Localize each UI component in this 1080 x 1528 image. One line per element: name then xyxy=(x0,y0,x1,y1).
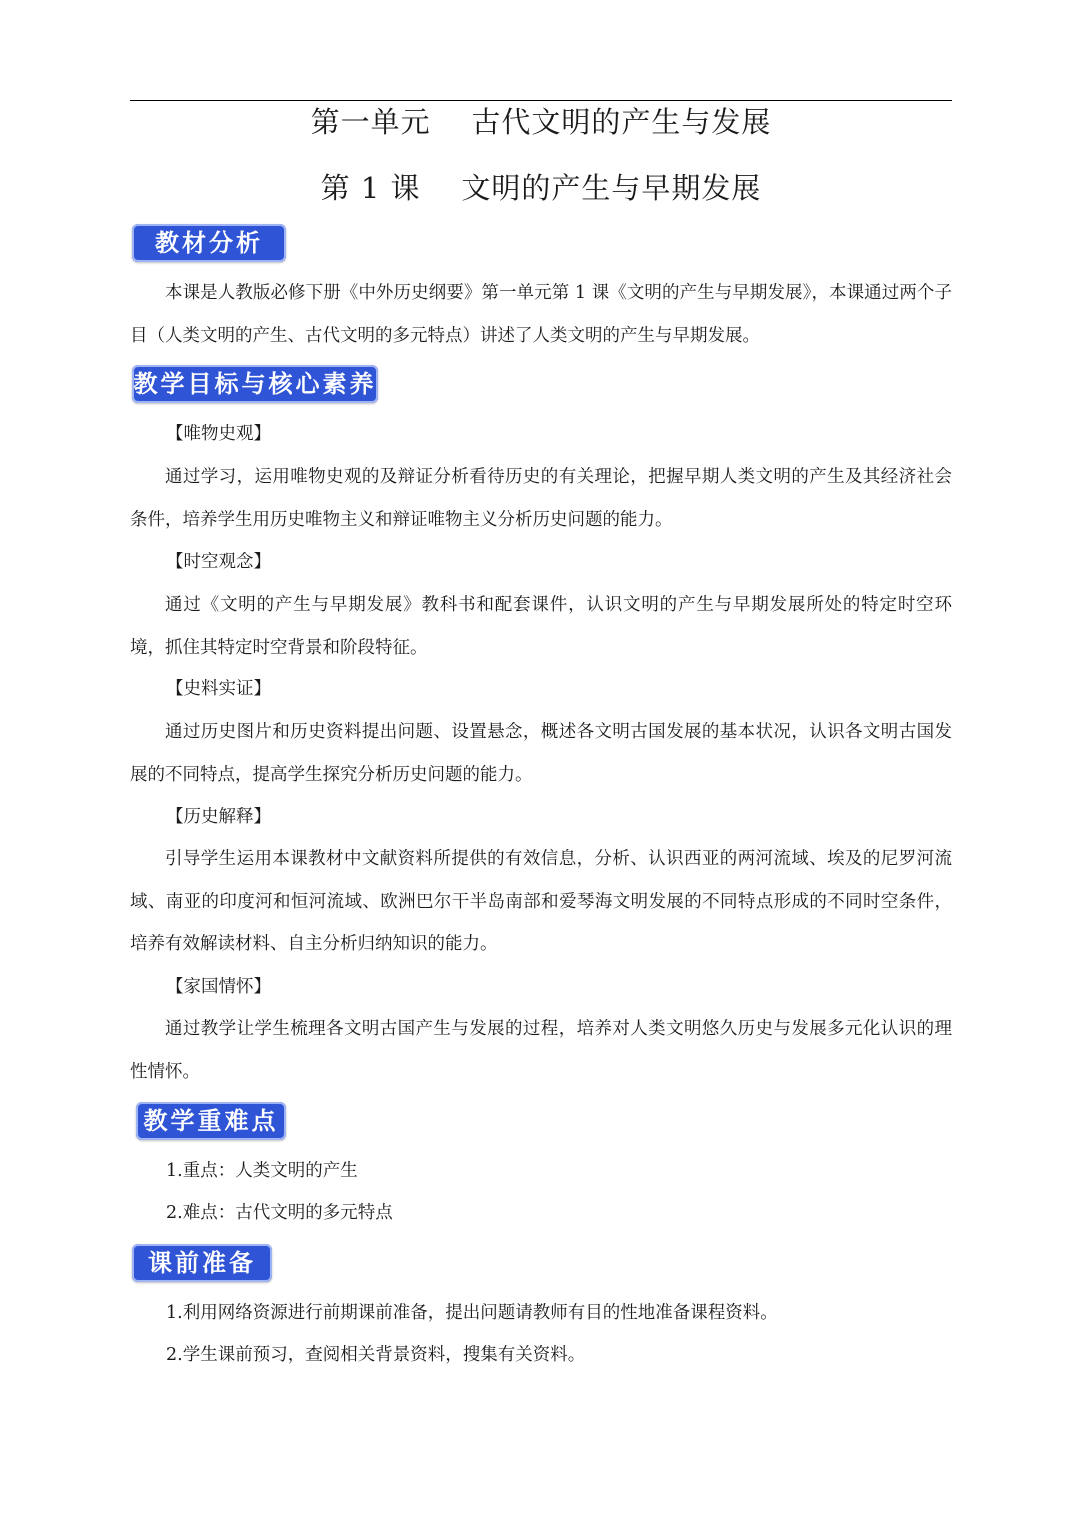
goal-heading-patriotism: 【家国情怀】 xyxy=(166,977,271,997)
goals-badge: 教学目标与核心素养 xyxy=(132,365,378,403)
goal-text-interpretation: 引导学生运用本课教材中文献资料所提供的有效信息，分析、认识西亚的两河流域、埃及的尼罗河流域、南亚的印度河和恒河流域、欧洲巴尔干半岛南部和爱琴海文明发展的不同特点形成的不同时空条件，培养有效解读材料、自主分析归纳知识的能力。 xyxy=(130,849,952,954)
goal-heading-materialism: 【唯物史观】 xyxy=(166,424,271,444)
analysis-text: 本课是人教版必修下册《中外历史纲要》第一单元第 1 课《文明的产生与早期发展》，本课通过两个子目（人类文明的产生、古代文明的多元特点）讲述了人类文明的产生与早期发展。 xyxy=(130,283,952,346)
keypoints-badge: 教学重难点 xyxy=(136,1102,286,1140)
goal-heading-spacetime: 【时空观念】 xyxy=(166,552,271,572)
keypoint-focus: 1.重点：人类文明的产生 xyxy=(166,1161,358,1181)
goal-heading-evidence: 【史料实证】 xyxy=(166,679,271,699)
goal-text-evidence: 通过历史图片和历史资料提出问题、设置悬念，概述各文明古国发展的基本状况，认识各文明古国发展的不同特点，提高学生探究分析历史问题的能力。 xyxy=(130,722,952,785)
unit-title: 第一单元 古代文明的产生与发展 xyxy=(310,105,772,139)
analysis-badge: 教材分析 xyxy=(132,224,286,262)
preparation-badge: 课前准备 xyxy=(132,1244,272,1282)
keypoint-difficulty: 2.难点：古代文明的多元特点 xyxy=(166,1203,393,1223)
lesson-title: 第 1 课 文明的产生与早期发展 xyxy=(320,171,762,205)
goal-text-patriotism: 通过教学让学生梳理各文明古国产生与发展的过程，培养对人类文明悠久历史与发展多元化认识的理性情怀。 xyxy=(130,1019,952,1082)
preparation-item-2: 2.学生课前预习，查阅相关背景资料，搜集有关资料。 xyxy=(166,1345,586,1365)
goal-heading-interpretation: 【历史解释】 xyxy=(166,807,271,827)
preparation-item-1: 1.利用网络资源进行前期课前准备，提出问题请教师有目的性地准备课程资料。 xyxy=(166,1303,778,1323)
goal-text-materialism: 通过学习，运用唯物史观的及辩证分析看待历史的有关理论，把握早期人类文明的产生及其经济社会条件，培养学生用历史唯物主义和辩证唯物主义分析历史问题的能力。 xyxy=(130,467,952,530)
goal-text-spacetime: 通过《文明的产生与早期发展》教科书和配套课件，认识文明的产生与早期发展所处的特定时空环境，抓住其特定时空背景和阶段特征。 xyxy=(130,595,952,658)
header-rule xyxy=(130,100,952,101)
